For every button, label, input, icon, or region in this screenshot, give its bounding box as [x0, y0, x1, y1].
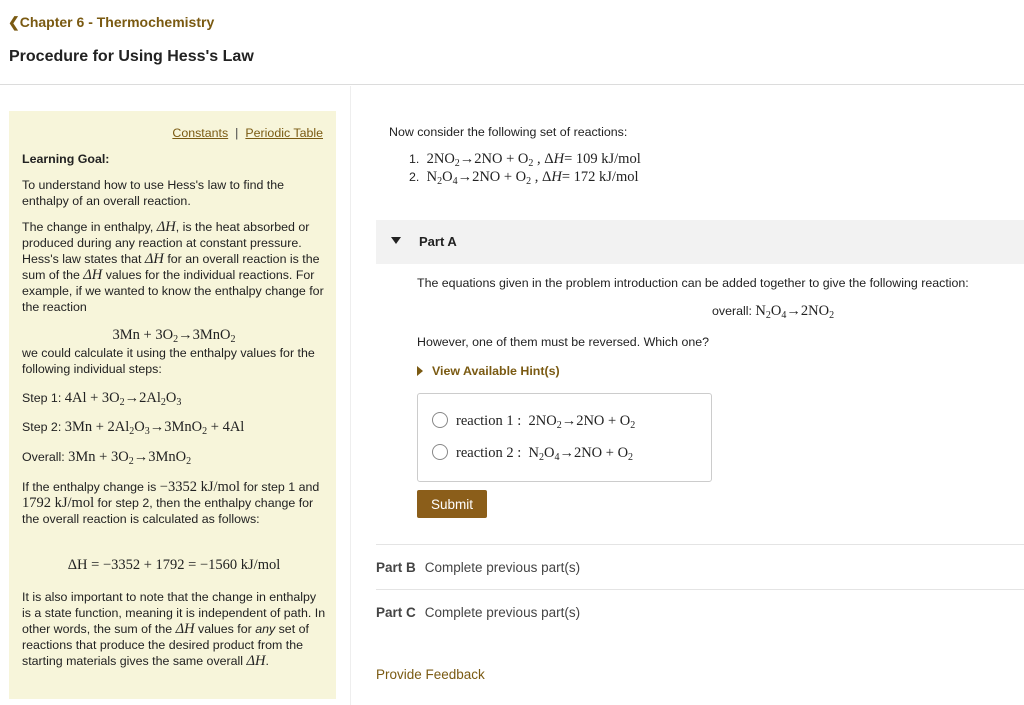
choice-2-label: reaction 2 : [456, 445, 522, 461]
chevron-left-icon: ❮ [8, 14, 20, 30]
part-b-label: Part B [376, 560, 416, 575]
part-b-row [376, 560, 580, 575]
hints-label: View Available Hint(s) [432, 364, 560, 378]
reaction-1-number: 1. [409, 152, 420, 166]
column-divider [350, 86, 351, 705]
learning-goal-panel [9, 111, 336, 699]
reaction-2: 2. $N_2O_4\to 2NO + O_2$ , ΔH= 172 kJ/mol [409, 169, 639, 187]
part-b-status: Complete previous part(s) [424, 560, 581, 575]
learning-goal-title: Learning Goal: [22, 152, 110, 166]
resource-links [172, 125, 323, 141]
deltaH-equation: ΔH = −3352 + 1792 = −1560 kJ/mol [67, 557, 281, 573]
part-a-label: Part A [419, 234, 457, 249]
overall-label: overall: [712, 304, 752, 318]
step-1: Step 1: $4Al + 3O_2\to 2Al_2O_3$ [22, 390, 182, 408]
link-separator: | [235, 126, 239, 140]
radio-button[interactable] [432, 412, 448, 428]
overall-step: Overall: $3Mn + 3O_2\to 3MnO_2$ [22, 449, 192, 467]
provide-feedback-link[interactable]: Provide Feedback [376, 667, 485, 682]
collapse-triangle-icon [391, 237, 401, 244]
part-a-question: However, one of them must be reversed. Which one? [417, 335, 710, 349]
reactions-intro: Now consider the following set of reactions: [389, 125, 628, 139]
state-function-paragraph: It is also important to note that the change in enthalpy is a state function, meaning it is independent of path. In other words, the sum of the ΔH values for any set of reactions that produce the desired product from the starting materials gives the same overall ΔH. [22, 590, 326, 669]
divider [376, 589, 1024, 590]
submit-button[interactable]: Submit [417, 490, 487, 518]
example-reaction: $3Mn + 3O_2\to 3MnO_2$ [112, 327, 236, 345]
learning-goal-text: To understand how to use Hess's law to find the enthalpy of an overall reaction. [22, 178, 285, 208]
part-c-status: Complete previous part(s) [424, 605, 581, 620]
constants-link[interactable]: Constants [172, 126, 229, 140]
part-c-label: Part C [376, 605, 416, 620]
periodic-table-link[interactable]: Periodic Table [245, 126, 323, 140]
step-2: Step 2: $3Mn + 2Al_2O_3\to 3MnO_2 + 4Al$ [22, 419, 245, 437]
part-c-row [376, 605, 580, 620]
overall-step-label: Overall: [22, 450, 65, 464]
chapter-link-label: Chapter 6 - Thermochemistry [19, 14, 215, 30]
page-title: Procedure for Using Hess's Law [9, 48, 254, 65]
enthalpy-paragraph: The change in enthalpy, ΔH, is the heat absorbed or produced during any reaction at constant pressure. Hess's law states that ΔH for an overall reaction is the sum of the ΔH values for the individual reactions. For example, if we wanted to know the enthalpy change for the reaction [22, 219, 324, 314]
steps-intro: we could calculate it using the enthalpy values for the following individual steps: [22, 346, 315, 376]
step-1-label: Step 1: [22, 391, 62, 405]
overall-reaction: overall: $N_2O_4\to 2NO_2$ [712, 303, 835, 321]
choice-1-label: reaction 1 : [456, 413, 522, 429]
enthalpy-calc-paragraph: If the enthalpy change is −3352 kJ/mol for step 1 and 1792 kJ/mol for step 2, then the enthalpy change for the overall reaction is calculated as follows: [22, 479, 320, 526]
expand-triangle-icon [417, 366, 423, 376]
step-2-label: Step 2: [22, 420, 62, 434]
choice-reaction-1[interactable]: reaction 1 : $2NO_2\to 2NO + O_2$ [432, 412, 635, 432]
part-a-prompt: The equations given in the problem introduction can be added together to give the following reaction: [417, 276, 969, 290]
answer-choices [417, 393, 712, 482]
reaction-2-number: 2. [409, 170, 420, 184]
choice-reaction-2[interactable]: reaction 2 : $N_2O_4\to 2NO + O_2$ [432, 444, 633, 464]
reaction-1: 1. $2NO_2\to 2NO + O_2$ , ΔH= 109 kJ/mol [409, 151, 641, 169]
view-hints-toggle[interactable] [417, 364, 560, 378]
radio-button[interactable] [432, 444, 448, 460]
header-divider [0, 84, 1024, 85]
back-link[interactable] [8, 14, 214, 31]
part-a-header[interactable] [376, 220, 1024, 264]
divider [376, 544, 1024, 545]
